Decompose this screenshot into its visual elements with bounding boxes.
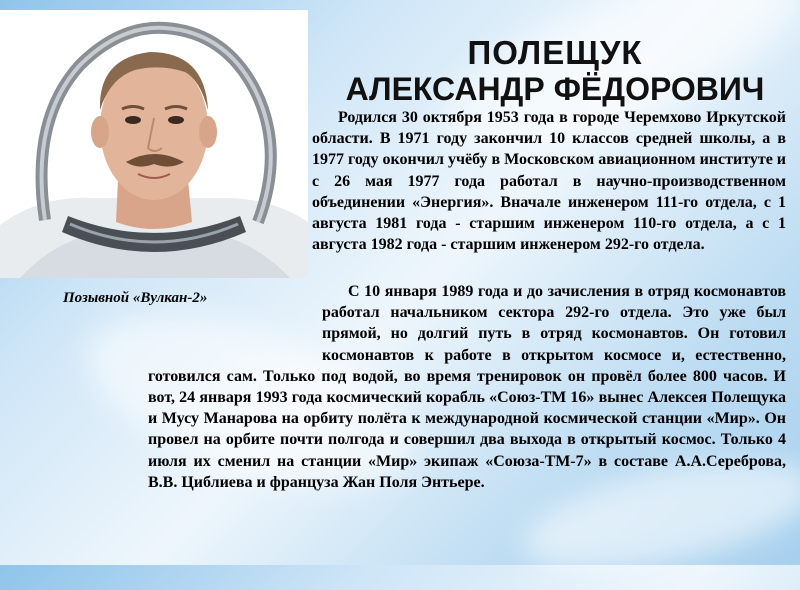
title-surname: ПОЛЕЩУК: [467, 34, 643, 71]
biography-paragraph-2: С 10 января 1989 года и до зачисления в отряд космонавтов работал начальником сектора 292-го отдела. Это уже был прямой, но долгий путь в отряд космонавтов. Он готовил космонавтов к работе в открытом космосе и, естественно, готовился сам. Только под водой, во время тренировок он провёл более 800 часов. И вот, 24 января 1993 года космический корабль «Союз-ТМ 16» вынес Алексея Полещука и Мусу Манарова на орбиту полёта к международной космической станции «Мир». Он провел на орбите почти полгода и совершил два выхода в открытый космос. Только 4 июля их сменил на станции «Мир» экипаж «Союза-ТМ-7» в составе А.А.Сереброва, В.В. Циблиева и француза Жан Поля Энтьере.: [148, 283, 786, 491]
biography-block-bottom: [148, 281, 786, 493]
cosmonaut-portrait: [0, 10, 308, 278]
title-full-name: АЛЕКСАНДР ФЁДОРОВИЧ: [345, 71, 765, 107]
portrait-caption: Позывной «Вулкан-2»: [63, 290, 208, 306]
caption-wrap-spacer: [148, 281, 322, 345]
biography-paragraph-1: Родился 30 октября 1953 года в городе Черемхово Иркутской области. В 1971 году закончил 10 классов средней школы, а в 1977 году окончил учёбу в Московском авиационном институте и с 26 мая 1977 года работал в научно-производственном объединении «Энергия». Вначале инженером 111-го отдела, с 1 августа 1981 года - старшим инженером 110-го отдела, а с 1 августа 1982 года - старшим инженером 292-го отдела.: [312, 109, 787, 254]
cosmonaut-portrait-icon: [0, 10, 308, 278]
biography-block-top: [312, 107, 786, 255]
page-title: [310, 34, 800, 108]
